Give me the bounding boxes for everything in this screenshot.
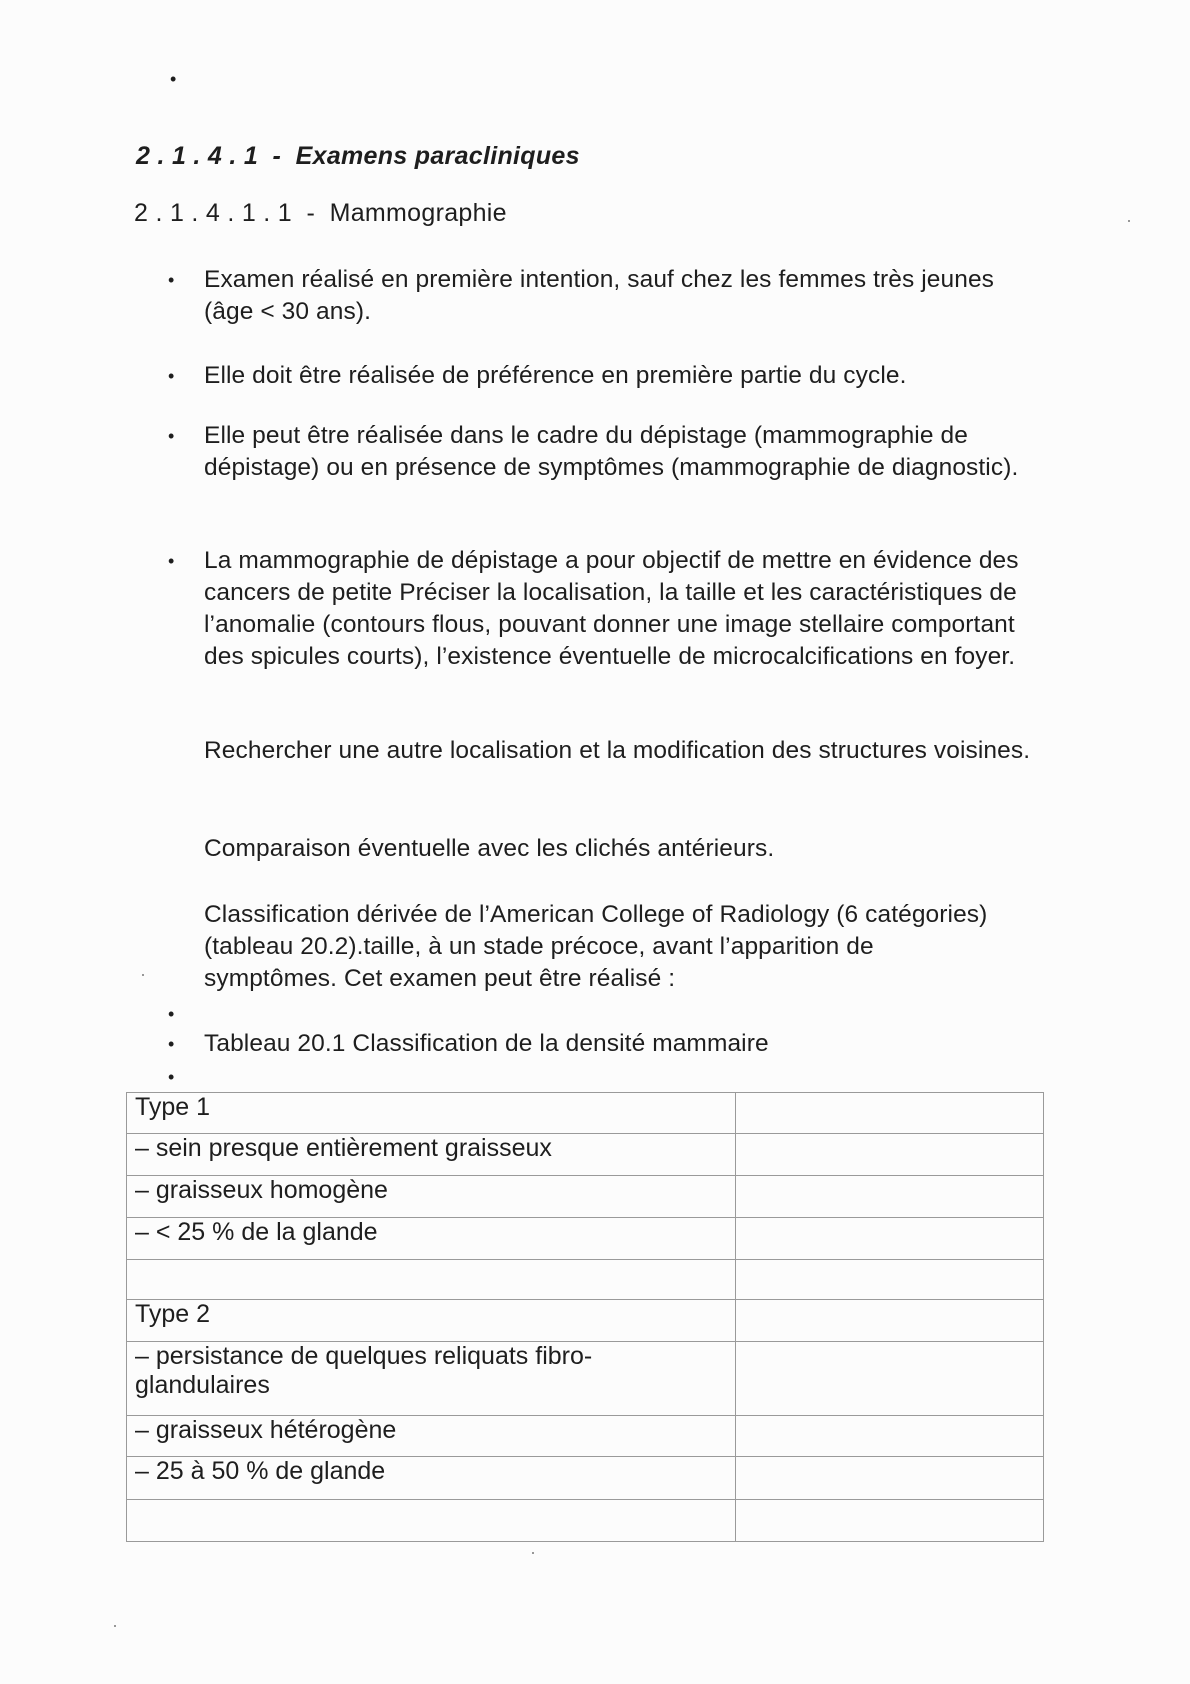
paragraph: Comparaison éventuelle avec les clichés antérieurs.	[204, 835, 775, 862]
bullet-icon: •	[168, 1034, 175, 1054]
scan-speck	[142, 974, 144, 976]
table-cell: Type 2	[127, 1300, 736, 1342]
table-cell: – graisseux homogène	[127, 1176, 736, 1218]
empty-bullet: •	[168, 1004, 175, 1024]
list-item-text: Elle peut être réalisée dans le cadre du dépistage (mammographie de dépistage) ou en présence de symptômes (mammographie de diagnostic).	[204, 422, 1019, 481]
table-row	[127, 1500, 1044, 1542]
table-cell-empty	[736, 1300, 1044, 1342]
table-cell: – persistance de quelques reliquats fibro-glandulaires	[127, 1342, 736, 1416]
table-cell: Type 1	[127, 1093, 736, 1134]
table-cell-empty	[736, 1416, 1044, 1457]
table-row	[127, 1457, 1044, 1500]
table-cell-empty	[736, 1218, 1044, 1260]
table-row	[127, 1416, 1044, 1457]
table-cell	[127, 1500, 736, 1542]
paragraph: Rechercher une autre localisation et la modification des structures voisines.	[204, 737, 1031, 764]
bullet-icon: •	[168, 426, 175, 446]
table-cell: – sein presque entièrement graisseux	[127, 1134, 736, 1176]
scan-speck	[532, 1552, 534, 1554]
empty-bullet: •	[168, 1067, 175, 1087]
list-item-text: Elle doit être réalisée de préférence en première partie du cycle.	[204, 362, 907, 389]
table-cell: – < 25 % de la glande	[127, 1218, 736, 1260]
table-row	[127, 1134, 1044, 1176]
list-item-text: La mammographie de dépistage a pour objectif de mettre en évidence des cancers de petite Préciser la localisation, la taille et les caractéristiques de l’anomalie (contours flous, pouvant donner une image stellaire comportant des spicules courts), l’existence éventuelle de microcalcifications en foyer.	[204, 547, 1019, 670]
table-cell	[127, 1260, 736, 1300]
empty-bullet-top: •	[170, 69, 177, 89]
table-cell-empty	[736, 1134, 1044, 1176]
subsection-heading: 2 . 1 . 4 . 1 . 1 - Mammographie	[134, 199, 507, 227]
table-row	[127, 1260, 1044, 1300]
table-cell: – 25 à 50 % de glande	[127, 1457, 736, 1500]
table-row	[127, 1093, 1044, 1134]
table-cell-empty	[736, 1176, 1044, 1218]
table-row	[127, 1342, 1044, 1416]
table-row	[127, 1176, 1044, 1218]
section-heading: 2 . 1 . 4 . 1 - Examens paracliniques	[136, 142, 580, 170]
list-item-text: Examen réalisé en première intention, sauf chez les femmes très jeunes (âge < 30 ans).	[204, 266, 995, 325]
scan-speck	[114, 1625, 116, 1627]
table-cell: – graisseux hétérogène	[127, 1416, 736, 1457]
table-row	[127, 1218, 1044, 1260]
table-cell-empty	[736, 1342, 1044, 1416]
bullet-icon: •	[168, 270, 175, 290]
table-row	[127, 1300, 1044, 1342]
bullet-icon: •	[168, 551, 175, 571]
density-table	[126, 1092, 1044, 1542]
table-cell-empty	[736, 1093, 1044, 1134]
table-cell-empty	[736, 1457, 1044, 1500]
bullet-icon: •	[168, 366, 175, 386]
table-cell-empty	[736, 1500, 1044, 1542]
table-caption: Tableau 20.1 Classification de la densité mammaire	[204, 1030, 769, 1057]
paragraph: Classification dérivée de l’American College of Radiology (6 catégories) (tableau 20.2).taille, à un stade précoce, avant l’apparition de symptômes. Cet examen peut être réalisé :	[204, 901, 988, 992]
table-cell-empty	[736, 1260, 1044, 1300]
scan-speck	[1128, 220, 1130, 222]
